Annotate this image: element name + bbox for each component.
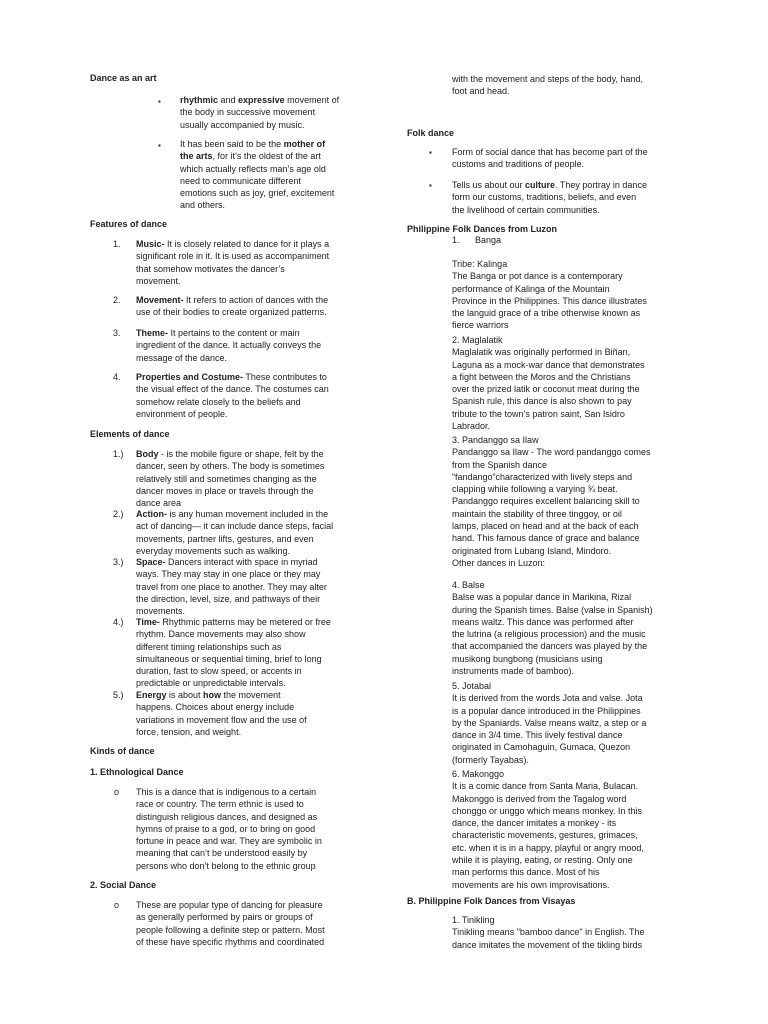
list-number: 4. — [113, 372, 121, 382]
element-item-time: Time- Rhythmic patterns may be metered or free rhythm. Dance movements may also show different timing relationships such as simultaneous or sequential timing, brief to long duration, fast to slow speed, or accents in predictable or unpredictable intervals. — [136, 617, 331, 689]
feature-item-movement: Movement- It refers to action of dances with the use of their bodies to create organized patterns. — [136, 295, 329, 318]
pandanggo-text: 3. Pandanggo sa Ilaw Pandanggo sa Ilaw - The word pandanggo comes from the Spanish dance “fandango”characterized with lively steps and clapping while following a varying ¾ beat. Pandanggo requires excellent balancing skill to maintain the stability of three tinggoy, or oil lamps, placed on head and at the back of each hand. This famous dance of grace and balance originated from Lubang Island, Mindoro. — [452, 435, 651, 556]
subsection-title-social: 2. Social Dance — [90, 880, 157, 890]
list-number: 3. — [113, 328, 121, 338]
section-title-luzon: Philippine Folk Dances from Luzon — [407, 224, 558, 234]
list-number: 3.) — [113, 557, 124, 567]
subsection-title-ethnological: 1. Ethnological Dance — [90, 767, 184, 777]
list-number: 2.) — [113, 509, 124, 519]
list-number: 4.) — [113, 617, 124, 627]
bullet-icon: ▪ — [429, 148, 432, 157]
list-number: 2. — [113, 295, 121, 305]
element-item-body: Body - is the mobile figure or shape, felt by the dancer, seen by others. The body is sometimes relatively still and sometimes changing as the dancer moves in place or travels through the dance area — [136, 449, 325, 509]
feature-item-theme: Theme- It pertains to the content or main ingredient of the dance. It actually conveys the message of the dance. — [136, 328, 322, 363]
tinikling-text: 1. Tinikling Tinikling means "bamboo dance" in English. The dance imitates the movement of the tikling birds — [452, 915, 645, 950]
section-title-elements: Elements of dance — [90, 429, 170, 439]
section-title-folk-dance: Folk dance — [407, 128, 455, 138]
balse-text: 4. Balse Balse was a popular dance in Marikina, Rizal during the Spanish times. Balse (valse in Spanish) means waltz. This dance was performed after the lutrina (a religious procession) and the music that accompanied the dancers was played by the musikong bungbong (musicians using instruments made of bamboo). — [452, 580, 653, 677]
feature-item-music: Music- It is closely related to dance for it plays a significant role in it. It is used as accompaniment that somehow motivates the dancer’s movement. — [136, 239, 330, 286]
bullet-icon: ▪ — [158, 97, 161, 106]
element-item-action: Action- is any human movement included in the act of dancing— it can include dance steps, facial movements, partner lifts, gestures, and even everyday movements such as walking. — [136, 509, 334, 556]
folk-item-1: Form of social dance that has become part of the customs and traditions of people. — [452, 147, 648, 170]
ethnological-text: This is a dance that is indigenous to a certain race or country. The term ethnic is used to distinguish religious dances, and designed as hymns of praise to a god, or to bring on good fortune in peace and war. They are symbolic in meaning that can’t be understood easily by persons who don’t belong to the ethnic group — [136, 787, 322, 871]
list-number: 1.) — [113, 449, 124, 459]
makonggo-text: 6. Makonggo It is a comic dance from Santa Maria, Bulacan. Makonggo is derived from the Tagalog word chonggo or unggo which means monkey. In this dance, the dancer imitates a monkey - its characteristic movements, gestures, grimaces, etc. when it is in a happy, playful or angry mood, while it is playing, eating, or resting. Only one man performs this dance. Most of his movements are his own improvisations. — [452, 769, 644, 890]
jotabal-text: 5. Jotabal It is derived from the words Jota and valse. Jota is a popular dance introduced in the Philippines by the Spaniards. Valse means waltz, a step or a dance in 3/4 time. This lively festival dance originated in Camohaguin, Gumaca, Quezon (formerly Tayabas). — [452, 681, 647, 765]
social-text: These are popular type of dancing for pleasure as generally performed by pairs or groups of people following a definite step or pattern. Most of these have specific rhythms and coordinated — [136, 900, 325, 947]
section-title-visayas: B. Philippine Folk Dances from Visayas — [407, 896, 576, 906]
other-dances-label: Other dances in Luzon: — [452, 558, 546, 568]
list-number: 1. — [113, 239, 121, 249]
banga-text: Tribe: Kalinga The Banga or pot dance is a contemporary performance of Kalinga of the Mountain Province in the Philippines. This dance illustrates the languid grace of a tribe otherwise known as fierce warriors — [452, 259, 647, 331]
list-number: 5.) — [113, 690, 124, 700]
element-item-energy: Energy is about how the movement happens. Choices about energy include variations in movement flow and the use of force, tension, and weight. — [136, 690, 307, 737]
folk-item-2: Tells us about our culture. They portray in dance form our customs, traditions, beliefs, and even the livelihood of certain communities. — [452, 180, 647, 215]
element-item-space: Space- Dancers interact with space in myriad ways. They may stay in one place or they may travel from one place to another. They may alter the direction, level, size, and pathways of their movements. — [136, 557, 327, 617]
art-item-2: It has been said to be the mother of the arts, for it’s the oldest of the art which actually reflects man’s age old need to communicate different emotions such as joy, grief, excitement and others. — [180, 139, 335, 211]
maglalatik-text: 2. Maglalatik Maglalatik was originally performed in Biñan, Laguna as a mock-war dance that demonstrates a fight between the Moros and the Christians over the prized latik or coconut meat during the Spanish rule, this dance is also shown to pay tribute to the town’s patron saint, San Isidro Labrador. — [452, 335, 645, 432]
art-item-1: rhythmic and expressive movement of the body in successive movement usually accompanied by music. — [180, 95, 340, 130]
section-title-dance-as-art: Dance as an art — [90, 73, 157, 83]
feature-item-properties: Properties and Costume- These contributes to the visual effect of the dance. The costumes can somehow relate closely to the beliefs and environment of people. — [136, 372, 329, 419]
bullet-icon: o — [114, 787, 120, 797]
bullet-icon: ▪ — [429, 181, 432, 190]
bullet-icon: o — [114, 900, 120, 910]
banga-title: Banga — [475, 235, 502, 245]
continued-text: with the movement and steps of the body, hand, foot and head. — [452, 74, 643, 97]
section-title-kinds: Kinds of dance — [90, 746, 155, 756]
bullet-icon: ▪ — [158, 141, 161, 150]
section-title-features: Features of dance — [90, 219, 168, 229]
list-number: 1. — [452, 235, 460, 245]
